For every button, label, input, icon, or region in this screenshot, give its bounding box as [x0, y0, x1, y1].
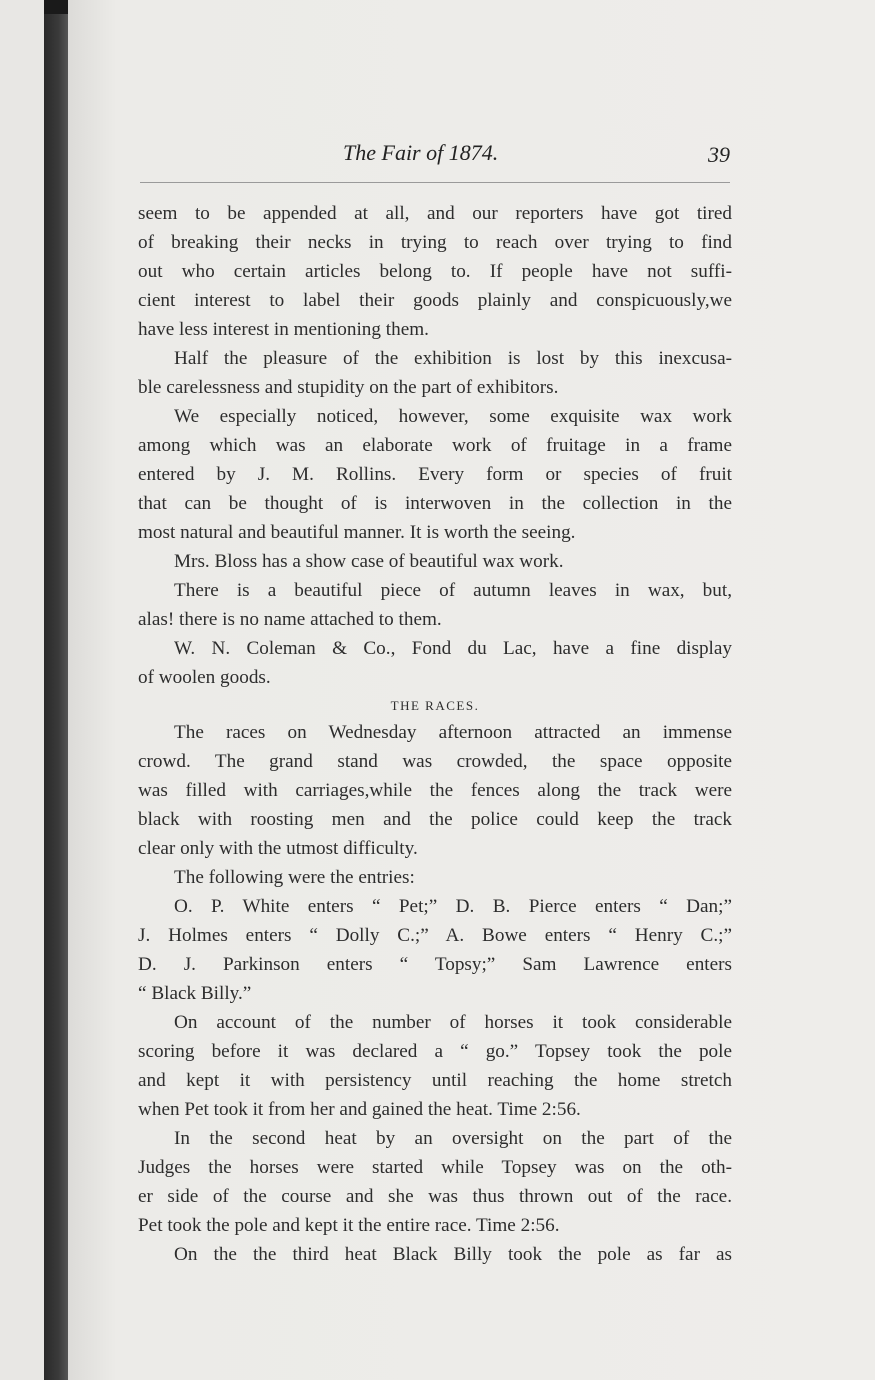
- text-line: ble carelessness and stupidity on the part of exhibitors.: [138, 377, 559, 398]
- text-line: We especially noticed, however, some exquisite wax work: [174, 406, 732, 427]
- page-header: [138, 140, 732, 174]
- book-spine: [44, 0, 68, 1380]
- text-line: J. Holmes enters “ Dolly C.;” A. Bowe enters “ Henry C.;”: [138, 925, 732, 946]
- text-line: “ Black Billy.”: [138, 983, 252, 1004]
- text-line: entered by J. M. Rollins. Every form or species of fruit: [138, 464, 732, 485]
- running-head: The Fair of 1874.: [343, 140, 499, 165]
- text-line: Mrs. Bloss has a show case of beautiful wax work.: [174, 551, 564, 572]
- text-line: Half the pleasure of the exhibition is lost by this inexcusa-: [174, 348, 732, 369]
- text-line: among which was an elaborate work of fruitage in a frame: [138, 435, 732, 456]
- text-line: In the second heat by an oversight on the part of the: [174, 1128, 732, 1149]
- text-line: that can be thought of is interwoven in the collection in the: [138, 493, 732, 514]
- text-line: O. P. White enters “ Pet;” D. B. Pierce enters “ Dan;”: [174, 896, 732, 917]
- text-line: Pet took the pole and kept it the entire race. Time 2:56.: [138, 1215, 560, 1236]
- text-line: clear only with the utmost difficulty.: [138, 838, 418, 859]
- book-spine-top: [44, 0, 68, 14]
- text-line: The following were the entries:: [174, 867, 415, 888]
- text-line: of woolen goods.: [138, 667, 271, 688]
- text-line: have less interest in mentioning them.: [138, 319, 429, 340]
- section-heading: THE RACES.: [390, 698, 480, 713]
- text-line: crowd. The grand stand was crowded, the space opposite: [138, 751, 732, 772]
- text-line: Judges the horses were started while Topsey was on the oth-: [138, 1157, 732, 1178]
- page-number: 39: [708, 142, 730, 167]
- text-line: There is a beautiful piece of autumn leaves in wax, but,: [174, 580, 732, 601]
- header-rule: [140, 182, 730, 183]
- text-line: was filled with carriages,while the fences along the track were: [138, 780, 732, 801]
- text-line: W. N. Coleman & Co., Fond du Lac, have a fine display: [174, 638, 732, 659]
- text-line: er side of the course and she was thus thrown out of the race.: [138, 1186, 732, 1207]
- text-line: of breaking their necks in trying to reach over trying to find: [138, 232, 732, 253]
- text-line: out who certain articles belong to. If people have not suffi-: [138, 261, 732, 282]
- text-line: On the the third heat Black Billy took the pole as far as: [174, 1244, 732, 1265]
- text-line: most natural and beautiful manner. It is worth the seeing.: [138, 522, 576, 543]
- text-line: scoring before it was declared a “ go.” Topsey took the pole: [138, 1041, 732, 1062]
- text-line: D. J. Parkinson enters “ Topsy;” Sam Lawrence enters: [138, 954, 732, 975]
- text-line: black with roosting men and the police could keep the track: [138, 809, 732, 830]
- text-line: when Pet took it from her and gained the heat. Time 2:56.: [138, 1099, 581, 1120]
- text-line: cient interest to label their goods plainly and conspicuously,we: [138, 290, 732, 311]
- body-text: [138, 199, 732, 1269]
- text-line: seem to be appended at all, and our reporters have got tired: [138, 203, 732, 224]
- text-line: The races on Wednesday afternoon attracted an immense: [174, 722, 732, 743]
- text-line: alas! there is no name attached to them.: [138, 609, 442, 630]
- text-line: and kept it with persistency until reaching the home stretch: [138, 1070, 732, 1091]
- text-line: On account of the number of horses it took considerable: [174, 1012, 732, 1033]
